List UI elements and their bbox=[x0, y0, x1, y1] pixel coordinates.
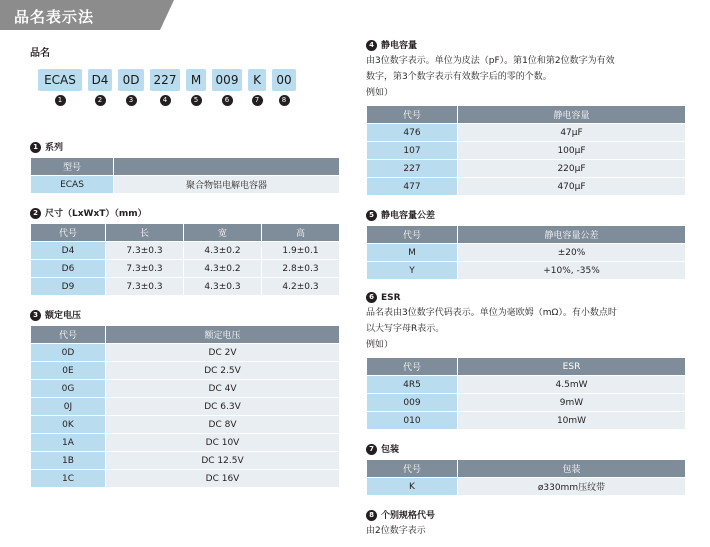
table-voltage bbox=[30, 325, 340, 488]
table-row bbox=[31, 242, 340, 260]
table-size bbox=[30, 223, 340, 296]
section-heading-capacitance bbox=[366, 38, 686, 51]
esr-desc-line-1: 品名表由3位数字代码表示。单位为毫欧姆（mΩ）。有小数点时 bbox=[366, 308, 617, 319]
section-number-3: 3 bbox=[30, 310, 41, 321]
code-cell-3: 0D bbox=[118, 69, 144, 91]
section-number-7: 7 bbox=[366, 444, 377, 455]
col-header-voltage-value: 额定电压 bbox=[106, 326, 340, 344]
cell-esr-value: 10mW bbox=[458, 412, 686, 430]
cell-size-width: 4.3±0.3 bbox=[184, 278, 262, 296]
table-series bbox=[30, 157, 340, 194]
section-title-tolerance: 静电容量公差 bbox=[381, 211, 436, 222]
table-row bbox=[367, 262, 686, 280]
cell-cap-code: 476 bbox=[367, 124, 458, 142]
capacitance-desc-line-3: 例如） bbox=[366, 88, 394, 99]
table-row bbox=[31, 398, 340, 416]
cell-voltage-code: 0D bbox=[31, 344, 106, 362]
section-heading-esr bbox=[366, 292, 686, 303]
cell-voltage-code: 0E bbox=[31, 362, 106, 380]
cell-tol-value: +10%, -35% bbox=[458, 262, 686, 280]
table-row bbox=[31, 452, 340, 470]
cell-voltage-value: DC 4V bbox=[106, 380, 340, 398]
cell-voltage-code: 1A bbox=[31, 434, 106, 452]
capacitance-desc-line-2: 数字，第3个数字表示有效数字后的零的个数。 bbox=[366, 72, 552, 83]
col-header-pkg-code: 代号 bbox=[367, 460, 458, 478]
col-header-size-code: 代号 bbox=[31, 224, 106, 242]
cell-size-width: 4.3±0.2 bbox=[184, 242, 262, 260]
cell-esr-value: 4.5mW bbox=[458, 376, 686, 394]
code-cell-7: K bbox=[248, 69, 266, 91]
cell-voltage-value: DC 16V bbox=[106, 470, 340, 488]
table-row bbox=[31, 344, 340, 362]
section-number-4: 4 bbox=[366, 40, 377, 51]
cell-cap-value: 47μF bbox=[458, 124, 686, 142]
section-number-6: 6 bbox=[366, 292, 377, 303]
cell-voltage-value: DC 2.5V bbox=[106, 362, 340, 380]
col-header-size-height: 高 bbox=[262, 224, 340, 242]
table-row bbox=[367, 244, 686, 262]
cell-size-code: D6 bbox=[31, 260, 106, 278]
col-header-esr-value: ESR bbox=[458, 358, 686, 376]
left-column bbox=[30, 44, 340, 500]
cell-esr-code: 4R5 bbox=[367, 376, 458, 394]
individual-spec-desc: 由2位数字表示 bbox=[366, 526, 426, 537]
code-cell-4: 227 bbox=[150, 69, 180, 91]
col-header-series-code: 型号 bbox=[31, 158, 114, 176]
section-title-series: 系列 bbox=[45, 143, 64, 153]
cell-esr-code: 010 bbox=[367, 412, 458, 430]
cell-size-height: 1.9±0.1 bbox=[262, 242, 340, 260]
cell-size-height: 4.2±0.3 bbox=[262, 278, 340, 296]
table-esr bbox=[366, 357, 686, 430]
table-row bbox=[31, 278, 340, 296]
table-row bbox=[31, 434, 340, 452]
table-row bbox=[367, 142, 686, 160]
part-name-label: 品名 bbox=[30, 48, 50, 59]
code-cell-8: 00 bbox=[272, 69, 296, 91]
cell-tol-value: ±20% bbox=[458, 244, 686, 262]
capacitance-desc-line-1: 由3位数字表示。单位为皮法（pF）。第1位和第2位数字为有效 bbox=[366, 56, 615, 66]
section-number-2: 2 bbox=[30, 208, 41, 219]
page-header bbox=[0, 0, 710, 30]
cell-voltage-code: 0G bbox=[31, 380, 106, 398]
cell-voltage-value: DC 12.5V bbox=[106, 452, 340, 470]
table-row bbox=[367, 160, 686, 178]
section-title-individual-spec: 个别规格代号 bbox=[381, 511, 436, 522]
cell-cap-code: 107 bbox=[367, 142, 458, 160]
table-row bbox=[367, 376, 686, 394]
table-row bbox=[367, 478, 686, 496]
table-row bbox=[367, 124, 686, 142]
right-column bbox=[366, 38, 686, 541]
marker-7: 7 bbox=[252, 95, 263, 106]
cell-cap-code: 477 bbox=[367, 178, 458, 196]
col-header-pkg-value: 包装 bbox=[458, 460, 686, 478]
section-number-8: 8 bbox=[366, 510, 377, 521]
section-heading-packaging bbox=[366, 442, 686, 455]
cell-tol-code: Y bbox=[367, 262, 458, 280]
cell-cap-value: 220μF bbox=[458, 160, 686, 178]
cell-voltage-code: 0K bbox=[31, 416, 106, 434]
table-row bbox=[367, 412, 686, 430]
marker-8: 8 bbox=[279, 95, 290, 106]
section-title-size: 尺寸（LxWxT）（mm） bbox=[45, 209, 147, 219]
section-heading-individual-spec bbox=[366, 508, 686, 521]
part-code-row bbox=[38, 69, 340, 91]
table-row bbox=[31, 362, 340, 380]
col-header-size-width: 宽 bbox=[184, 224, 262, 242]
cell-voltage-value: DC 10V bbox=[106, 434, 340, 452]
section-heading-series bbox=[30, 140, 340, 153]
col-header-esr-code: 代号 bbox=[367, 358, 458, 376]
section-heading-size bbox=[30, 206, 340, 219]
section-title-esr: ESR bbox=[381, 293, 401, 304]
section-title-voltage: 额定电压 bbox=[45, 311, 82, 321]
col-header-cap-value: 静电容量 bbox=[458, 106, 686, 124]
code-cell-2: D4 bbox=[88, 69, 112, 91]
cell-size-height: 2.8±0.3 bbox=[262, 260, 340, 278]
cell-esr-code: 009 bbox=[367, 394, 458, 412]
cell-cap-value: 470μF bbox=[458, 178, 686, 196]
code-cell-5: M bbox=[186, 69, 206, 91]
cell-size-length: 7.3±0.3 bbox=[106, 260, 184, 278]
col-header-series-desc bbox=[114, 158, 340, 176]
col-header-size-length: 长 bbox=[106, 224, 184, 242]
table-row bbox=[31, 416, 340, 434]
cell-size-length: 7.3±0.3 bbox=[106, 278, 184, 296]
table-row bbox=[31, 260, 340, 278]
cell-voltage-value: DC 6.3V bbox=[106, 398, 340, 416]
table-row bbox=[367, 394, 686, 412]
cell-voltage-code: 1B bbox=[31, 452, 106, 470]
section-title-packaging: 包装 bbox=[381, 445, 400, 456]
table-row bbox=[367, 178, 686, 196]
cell-size-code: D4 bbox=[31, 242, 106, 260]
cell-size-code: D9 bbox=[31, 278, 106, 296]
cell-tol-code: M bbox=[367, 244, 458, 262]
part-code-markers bbox=[38, 95, 340, 106]
marker-3: 3 bbox=[126, 95, 137, 106]
marker-4: 4 bbox=[160, 95, 171, 106]
section-number-5: 5 bbox=[366, 210, 377, 221]
cell-voltage-code: 0J bbox=[31, 398, 106, 416]
cell-size-width: 4.3±0.2 bbox=[184, 260, 262, 278]
cell-esr-value: 9mW bbox=[458, 394, 686, 412]
section-number-1: 1 bbox=[30, 142, 41, 153]
cell-voltage-code: 1C bbox=[31, 470, 106, 488]
table-row bbox=[31, 380, 340, 398]
page-title: 品名表示法 bbox=[14, 8, 95, 26]
cell-size-length: 7.3±0.3 bbox=[106, 242, 184, 260]
cell-pkg-value: ø330mm压纹带 bbox=[458, 478, 686, 496]
cell-cap-value: 100μF bbox=[458, 142, 686, 160]
table-row bbox=[31, 176, 340, 194]
cell-voltage-value: DC 8V bbox=[106, 416, 340, 434]
code-cell-6: 009 bbox=[212, 69, 242, 91]
marker-2: 2 bbox=[95, 95, 106, 106]
col-header-voltage-code: 代号 bbox=[31, 326, 106, 344]
cell-voltage-value: DC 2V bbox=[106, 344, 340, 362]
cell-series-desc: 聚合物铝电解电容器 bbox=[114, 176, 340, 194]
cell-pkg-code: K bbox=[367, 478, 458, 496]
section-title-capacitance: 静电容量 bbox=[381, 41, 418, 51]
table-packaging bbox=[366, 459, 686, 496]
marker-1: 1 bbox=[55, 95, 66, 106]
section-heading-tolerance bbox=[366, 208, 686, 221]
esr-desc-line-3: 例如） bbox=[366, 340, 394, 351]
marker-5: 5 bbox=[191, 95, 202, 106]
code-cell-1: ECAS bbox=[38, 69, 82, 91]
col-header-tol-value: 静电容量公差 bbox=[458, 226, 686, 244]
table-tolerance bbox=[366, 225, 686, 280]
table-row bbox=[31, 470, 340, 488]
marker-6: 6 bbox=[222, 95, 233, 106]
section-heading-voltage bbox=[30, 308, 340, 321]
esr-desc-line-2: 以大写字母R表示。 bbox=[366, 324, 445, 335]
cell-cap-code: 227 bbox=[367, 160, 458, 178]
cell-series-code: ECAS bbox=[31, 176, 114, 194]
table-capacitance bbox=[366, 105, 686, 196]
col-header-cap-code: 代号 bbox=[367, 106, 458, 124]
col-header-tol-code: 代号 bbox=[367, 226, 458, 244]
